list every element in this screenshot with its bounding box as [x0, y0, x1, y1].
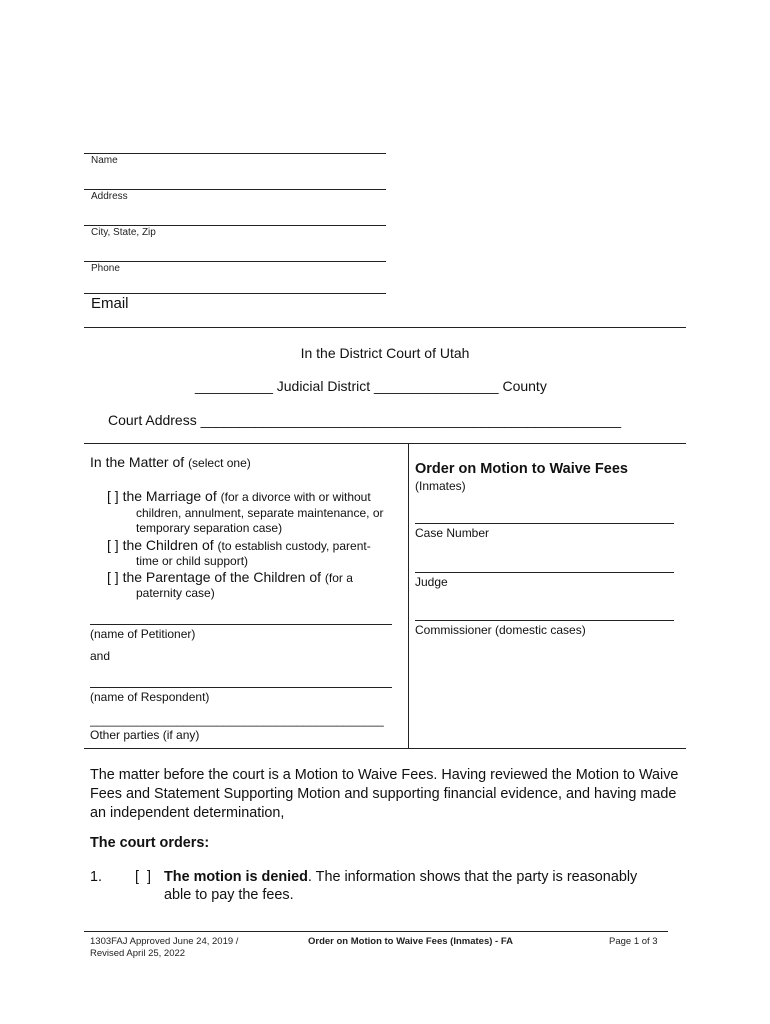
option-parentage-cont-1: paternity case) — [136, 586, 215, 600]
petitioner-line — [90, 624, 392, 625]
name-line — [84, 153, 386, 154]
address-label: Address — [91, 191, 128, 202]
footer-center: Order on Motion to Waive Fees (Inmates) - FA — [308, 936, 513, 947]
footer-revised: Revised April 25, 2022 — [90, 948, 186, 959]
caption-bottom-rule — [84, 748, 686, 749]
option-parentage[interactable] — [107, 569, 353, 585]
email-line — [84, 293, 386, 294]
phone-line — [84, 261, 386, 262]
item-1-continuation: able to pay the fees. — [164, 887, 294, 903]
court-top-rule — [84, 327, 686, 328]
commissioner-line — [415, 620, 674, 621]
option-children[interactable] — [107, 537, 371, 553]
name-label: Name — [91, 155, 118, 166]
option-marriage-cont-2: temporary separation case) — [136, 521, 283, 535]
option-parentage-label: the Parentage of the Children of — [122, 569, 322, 585]
and-label: and — [90, 649, 111, 663]
case-number-line — [415, 523, 674, 524]
option-marriage-note: (for a divorce with or without — [220, 490, 371, 504]
court-address-line: Court Address ______________________________________________________ — [108, 412, 622, 428]
city-line — [84, 225, 386, 226]
orders-heading: The court orders: — [90, 835, 210, 851]
caption-divider — [408, 443, 409, 749]
checkbox-children[interactable]: [ ] — [107, 537, 119, 553]
city-state-zip-label: City, State, Zip — [91, 227, 156, 238]
caption-top-rule — [84, 443, 686, 444]
item-1-checkbox[interactable]: [ ] — [135, 869, 151, 885]
address-line — [84, 189, 386, 190]
other-parties-line: ____________________________________________ — [90, 713, 384, 727]
intro-paragraph: The matter before the court is a Motion to Waive Fees. Having reviewed the Motion to Waive Fees and Statement Supporting Motion and supporting financial evidence, and having made an independent determination, — [90, 767, 679, 821]
matter-heading-text: In the Matter of — [90, 454, 185, 470]
option-children-cont-1: time or child support) — [136, 554, 249, 568]
order-subtitle: (Inmates) — [415, 479, 466, 493]
petitioner-label: (name of Petitioner) — [90, 627, 196, 641]
respondent-line — [90, 687, 392, 688]
option-children-note: (to establish custody, parent- — [217, 539, 371, 553]
court-title: In the District Court of Utah — [300, 345, 470, 361]
footer-rule — [84, 931, 668, 932]
item-1-text — [164, 869, 637, 885]
item-1-bold: The motion is denied — [164, 869, 308, 885]
case-number-label: Case Number — [415, 526, 490, 540]
email-label: Email — [91, 295, 129, 312]
option-marriage-cont-1: children, annulment, separate maintenance, or — [136, 506, 384, 520]
option-children-label: the Children of — [122, 537, 214, 553]
option-parentage-note: (for a — [324, 571, 353, 585]
footer-approved: 1303FAJ Approved June 24, 2019 / — [90, 936, 239, 947]
commissioner-label: Commissioner (domestic cases) — [415, 623, 586, 637]
other-parties-label: Other parties (if any) — [90, 728, 200, 742]
footer-page-number: Page 1 of 3 — [609, 936, 658, 947]
district-county-line: __________ Judicial District ________________ County — [195, 378, 547, 394]
order-title: Order on Motion to Waive Fees — [415, 461, 628, 477]
checkbox-marriage[interactable]: [ ] — [107, 488, 119, 504]
option-marriage[interactable] — [107, 488, 371, 504]
checkbox-parentage[interactable]: [ ] — [107, 569, 119, 585]
judge-label: Judge — [415, 575, 448, 589]
item-1-number: 1. — [90, 869, 103, 885]
option-marriage-label: the Marriage of — [122, 488, 217, 504]
footer-left — [90, 936, 238, 960]
phone-label: Phone — [91, 263, 120, 274]
judge-line — [415, 572, 674, 573]
item-1-rest: . The information shows that the party is reasonably — [307, 869, 638, 885]
matter-heading — [90, 454, 251, 470]
matter-heading-note: (select one) — [188, 456, 251, 470]
respondent-label: (name of Respondent) — [90, 690, 210, 704]
